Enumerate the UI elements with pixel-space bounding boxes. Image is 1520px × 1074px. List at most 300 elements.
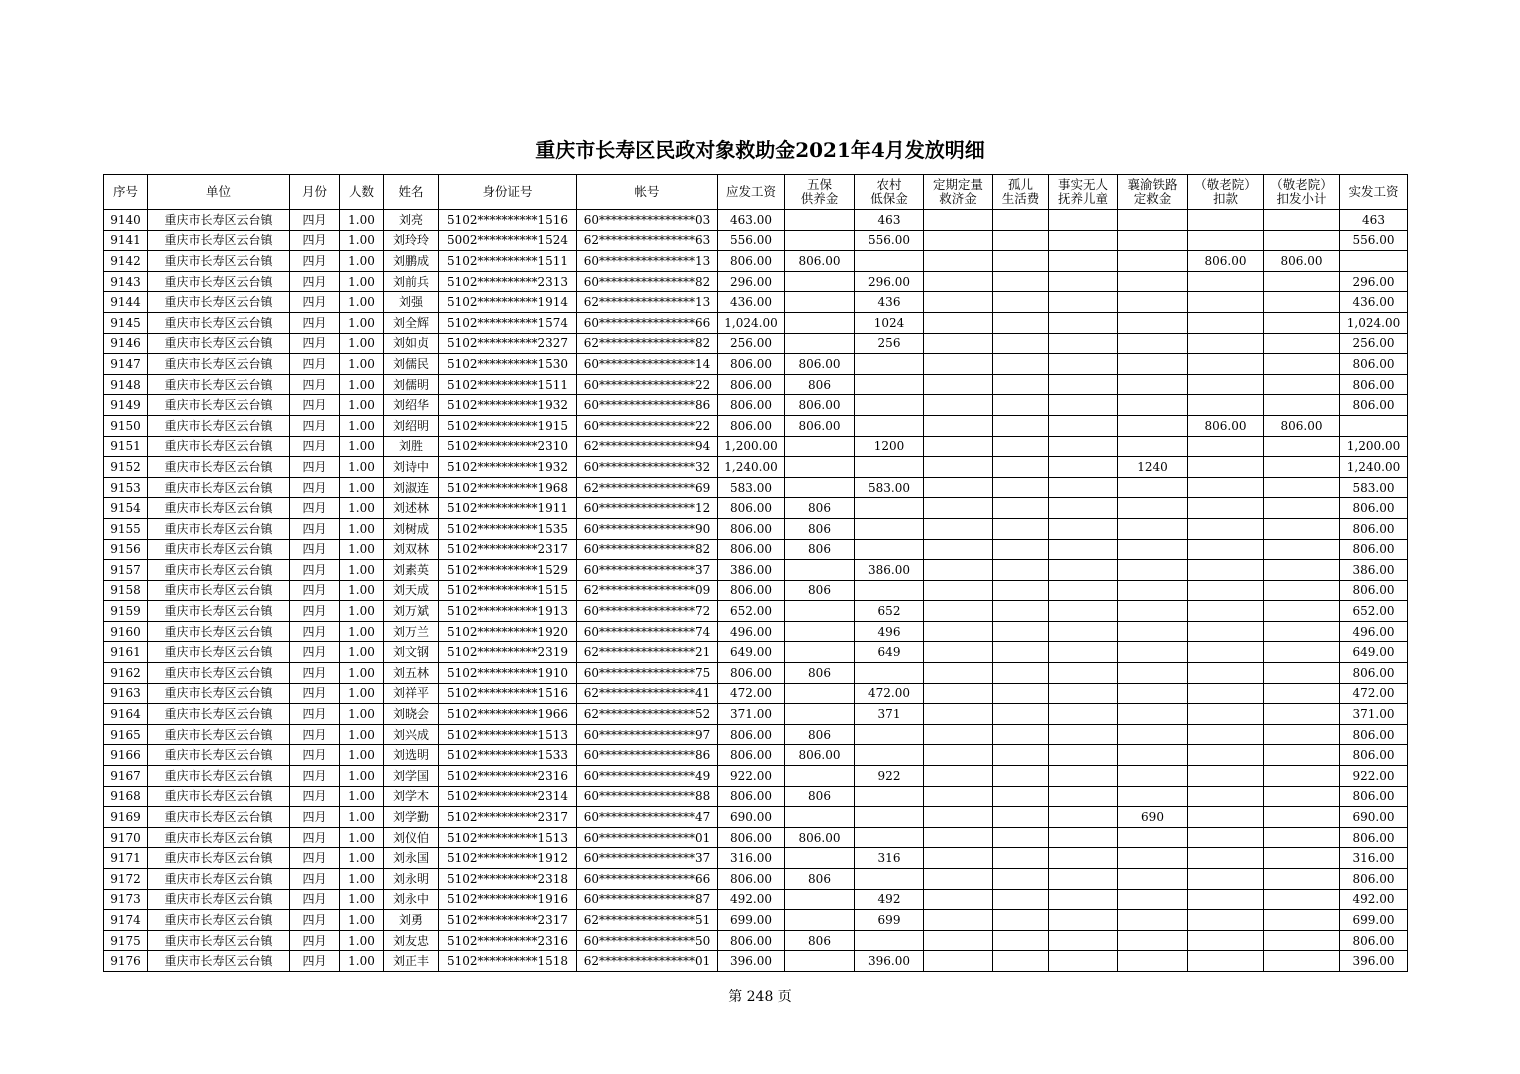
cell-dibao — [855, 930, 924, 951]
cell-unit: 重庆市长寿区云台镇 — [148, 910, 290, 931]
cell-jly-subtotal — [1264, 704, 1340, 725]
cell-account: 60****************22 — [577, 415, 718, 436]
cell-guer — [993, 827, 1049, 848]
cell-account: 60****************88 — [577, 786, 718, 807]
cell-month: 四月 — [290, 683, 340, 704]
cell-payable: 496.00 — [718, 621, 785, 642]
cell-dingqi — [924, 395, 993, 416]
cell-xiangyu — [1118, 354, 1188, 375]
table-row — [104, 415, 1408, 436]
cell-wubao — [785, 457, 855, 478]
cell-name: 刘祥平 — [384, 683, 439, 704]
cell-name: 刘天成 — [384, 580, 439, 601]
cell-dingqi — [924, 539, 993, 560]
cell-shishi — [1049, 498, 1118, 519]
cell-count: 1.00 — [340, 951, 384, 972]
cell-dibao: 386.00 — [855, 560, 924, 581]
cell-unit: 重庆市长寿区云台镇 — [148, 374, 290, 395]
cell-dibao — [855, 395, 924, 416]
cell-name: 刘绍华 — [384, 395, 439, 416]
cell-guer — [993, 312, 1049, 333]
cell-count: 1.00 — [340, 395, 384, 416]
table-row — [104, 807, 1408, 828]
cell-payable: 556.00 — [718, 230, 785, 251]
cell-unit: 重庆市长寿区云台镇 — [148, 354, 290, 375]
cell-actual: 1,024.00 — [1340, 312, 1408, 333]
cell-jly-deduct — [1188, 580, 1264, 601]
cell-actual: 649.00 — [1340, 642, 1408, 663]
cell-actual: 806.00 — [1340, 663, 1408, 684]
cell-payable: 806.00 — [718, 518, 785, 539]
table-row — [104, 580, 1408, 601]
table-row — [104, 395, 1408, 416]
cell-xiangyu: 1240 — [1118, 457, 1188, 478]
cell-month: 四月 — [290, 436, 340, 457]
cell-name: 刘学勤 — [384, 807, 439, 828]
cell-wubao: 806 — [785, 539, 855, 560]
cell-account: 62****************51 — [577, 910, 718, 931]
cell-xiangyu — [1118, 951, 1188, 972]
cell-account: 60****************82 — [577, 539, 718, 560]
cell-jly-subtotal — [1264, 745, 1340, 766]
cell-shishi — [1049, 642, 1118, 663]
cell-shishi — [1049, 663, 1118, 684]
cell-shishi — [1049, 312, 1118, 333]
cell-id-number: 5102**********1516 — [439, 683, 577, 704]
table-row — [104, 210, 1408, 231]
cell-count: 1.00 — [340, 663, 384, 684]
cell-guer — [993, 704, 1049, 725]
cell-guer — [993, 930, 1049, 951]
cell-seq: 9150 — [104, 415, 148, 436]
cell-jly-deduct — [1188, 395, 1264, 416]
cell-jly-subtotal — [1264, 930, 1340, 951]
cell-name: 刘万斌 — [384, 601, 439, 622]
cell-jly-deduct: 806.00 — [1188, 251, 1264, 272]
cell-shishi — [1049, 601, 1118, 622]
cell-guer — [993, 786, 1049, 807]
cell-seq: 9176 — [104, 951, 148, 972]
cell-month: 四月 — [290, 457, 340, 478]
cell-id-number: 5102**********1913 — [439, 601, 577, 622]
cell-jly-subtotal — [1264, 807, 1340, 828]
cell-jly-subtotal — [1264, 951, 1340, 972]
cell-jly-subtotal — [1264, 518, 1340, 539]
table-row — [104, 724, 1408, 745]
cell-account: 60****************74 — [577, 621, 718, 642]
cell-count: 1.00 — [340, 354, 384, 375]
cell-jly-subtotal — [1264, 786, 1340, 807]
cell-month: 四月 — [290, 642, 340, 663]
cell-id-number: 5102**********1513 — [439, 827, 577, 848]
cell-id-number: 5102**********1530 — [439, 354, 577, 375]
cell-payable: 806.00 — [718, 580, 785, 601]
cell-payable: 806.00 — [718, 827, 785, 848]
cell-jly-deduct — [1188, 210, 1264, 231]
cell-guer — [993, 271, 1049, 292]
cell-wubao — [785, 910, 855, 931]
cell-guer — [993, 395, 1049, 416]
cell-jly-subtotal — [1264, 230, 1340, 251]
cell-id-number: 5102**********2317 — [439, 910, 577, 931]
cell-wubao — [785, 560, 855, 581]
cell-unit: 重庆市长寿区云台镇 — [148, 848, 290, 869]
cell-jly-deduct — [1188, 457, 1264, 478]
cell-jly-deduct — [1188, 560, 1264, 581]
column-header-dibao: 农村 低保金 — [855, 175, 924, 210]
cell-shishi — [1049, 745, 1118, 766]
cell-name: 刘万兰 — [384, 621, 439, 642]
cell-id-number: 5102**********1518 — [439, 951, 577, 972]
cell-actual: 556.00 — [1340, 230, 1408, 251]
cell-jly-deduct — [1188, 621, 1264, 642]
cell-id-number: 5102**********1529 — [439, 560, 577, 581]
cell-actual: 806.00 — [1340, 354, 1408, 375]
cell-payable: 806.00 — [718, 415, 785, 436]
cell-dibao: 496 — [855, 621, 924, 642]
cell-id-number: 5102**********1535 — [439, 518, 577, 539]
cell-month: 四月 — [290, 354, 340, 375]
cell-seq: 9146 — [104, 333, 148, 354]
cell-xiangyu — [1118, 642, 1188, 663]
cell-seq: 9143 — [104, 271, 148, 292]
cell-wubao: 806.00 — [785, 354, 855, 375]
cell-shishi — [1049, 910, 1118, 931]
cell-shishi — [1049, 518, 1118, 539]
cell-shishi — [1049, 354, 1118, 375]
cell-dingqi — [924, 663, 993, 684]
cell-wubao — [785, 951, 855, 972]
cell-id-number: 5102**********1911 — [439, 498, 577, 519]
cell-dingqi — [924, 642, 993, 663]
column-header-id-number: 身份证号 — [439, 175, 577, 210]
cell-guer — [993, 745, 1049, 766]
cell-dingqi — [924, 518, 993, 539]
cell-count: 1.00 — [340, 498, 384, 519]
cell-unit: 重庆市长寿区云台镇 — [148, 601, 290, 622]
cell-name: 刘晓会 — [384, 704, 439, 725]
cell-jly-deduct — [1188, 910, 1264, 931]
cell-dibao — [855, 498, 924, 519]
cell-id-number: 5102**********1533 — [439, 745, 577, 766]
cell-seq: 9174 — [104, 910, 148, 931]
cell-jly-deduct — [1188, 869, 1264, 890]
cell-wubao — [785, 601, 855, 622]
cell-wubao — [785, 848, 855, 869]
cell-name: 刘永国 — [384, 848, 439, 869]
cell-name: 刘绍明 — [384, 415, 439, 436]
cell-guer — [993, 642, 1049, 663]
table-row — [104, 827, 1408, 848]
cell-id-number: 5102**********1515 — [439, 580, 577, 601]
cell-jly-deduct — [1188, 292, 1264, 313]
cell-account: 60****************37 — [577, 848, 718, 869]
cell-count: 1.00 — [340, 333, 384, 354]
cell-id-number: 5102**********1912 — [439, 848, 577, 869]
cell-month: 四月 — [290, 415, 340, 436]
cell-account: 60****************50 — [577, 930, 718, 951]
cell-payable: 806.00 — [718, 498, 785, 519]
cell-xiangyu — [1118, 827, 1188, 848]
cell-dingqi — [924, 951, 993, 972]
cell-wubao: 806 — [785, 930, 855, 951]
cell-dibao — [855, 251, 924, 272]
cell-xiangyu — [1118, 395, 1188, 416]
cell-guer — [993, 498, 1049, 519]
table-row — [104, 889, 1408, 910]
cell-xiangyu — [1118, 601, 1188, 622]
cell-unit: 重庆市长寿区云台镇 — [148, 663, 290, 684]
cell-dingqi — [924, 786, 993, 807]
table-row — [104, 518, 1408, 539]
cell-count: 1.00 — [340, 724, 384, 745]
cell-jly-deduct — [1188, 498, 1264, 519]
table-row — [104, 848, 1408, 869]
cell-seq: 9148 — [104, 374, 148, 395]
cell-dingqi — [924, 251, 993, 272]
cell-name: 刘正丰 — [384, 951, 439, 972]
cell-id-number: 5102**********1932 — [439, 457, 577, 478]
cell-jly-subtotal — [1264, 766, 1340, 787]
cell-seq: 9145 — [104, 312, 148, 333]
cell-jly-deduct: 806.00 — [1188, 415, 1264, 436]
cell-xiangyu — [1118, 580, 1188, 601]
cell-seq: 9169 — [104, 807, 148, 828]
cell-guer — [993, 333, 1049, 354]
cell-dingqi — [924, 848, 993, 869]
cell-payable: 806.00 — [718, 724, 785, 745]
cell-dibao: 396.00 — [855, 951, 924, 972]
cell-payable: 386.00 — [718, 560, 785, 581]
cell-account: 60****************01 — [577, 827, 718, 848]
cell-wubao — [785, 766, 855, 787]
cell-guer — [993, 724, 1049, 745]
cell-wubao — [785, 333, 855, 354]
cell-count: 1.00 — [340, 518, 384, 539]
cell-dibao — [855, 539, 924, 560]
cell-dingqi — [924, 869, 993, 890]
cell-jly-deduct — [1188, 704, 1264, 725]
cell-guer — [993, 766, 1049, 787]
cell-account: 60****************90 — [577, 518, 718, 539]
cell-payable: 922.00 — [718, 766, 785, 787]
cell-jly-subtotal — [1264, 374, 1340, 395]
cell-account: 62****************01 — [577, 951, 718, 972]
table-row — [104, 745, 1408, 766]
cell-wubao — [785, 230, 855, 251]
cell-actual: 396.00 — [1340, 951, 1408, 972]
cell-shishi — [1049, 292, 1118, 313]
cell-shishi — [1049, 848, 1118, 869]
cell-name: 刘诗中 — [384, 457, 439, 478]
cell-actual: 690.00 — [1340, 807, 1408, 828]
cell-month: 四月 — [290, 230, 340, 251]
cell-unit: 重庆市长寿区云台镇 — [148, 210, 290, 231]
cell-shishi — [1049, 580, 1118, 601]
cell-actual: 922.00 — [1340, 766, 1408, 787]
cell-month: 四月 — [290, 374, 340, 395]
cell-account: 62****************69 — [577, 477, 718, 498]
cell-actual — [1340, 415, 1408, 436]
cell-payable: 806.00 — [718, 745, 785, 766]
cell-month: 四月 — [290, 518, 340, 539]
cell-jly-subtotal — [1264, 292, 1340, 313]
cell-seq: 9156 — [104, 539, 148, 560]
cell-seq: 9140 — [104, 210, 148, 231]
table-row — [104, 621, 1408, 642]
cell-unit: 重庆市长寿区云台镇 — [148, 560, 290, 581]
cell-month: 四月 — [290, 539, 340, 560]
cell-wubao — [785, 436, 855, 457]
column-header-payable: 应发工资 — [718, 175, 785, 210]
cell-dibao: 1200 — [855, 436, 924, 457]
cell-unit: 重庆市长寿区云台镇 — [148, 518, 290, 539]
cell-jly-subtotal — [1264, 498, 1340, 519]
cell-account: 62****************82 — [577, 333, 718, 354]
cell-unit: 重庆市长寿区云台镇 — [148, 395, 290, 416]
cell-count: 1.00 — [340, 869, 384, 890]
cell-shishi — [1049, 395, 1118, 416]
cell-xiangyu — [1118, 683, 1188, 704]
cell-id-number: 5102**********1511 — [439, 374, 577, 395]
cell-count: 1.00 — [340, 683, 384, 704]
cell-dibao — [855, 354, 924, 375]
cell-dingqi — [924, 312, 993, 333]
cell-jly-subtotal — [1264, 848, 1340, 869]
cell-payable: 296.00 — [718, 271, 785, 292]
cell-month: 四月 — [290, 930, 340, 951]
cell-shishi — [1049, 457, 1118, 478]
cell-dibao: 436 — [855, 292, 924, 313]
cell-count: 1.00 — [340, 374, 384, 395]
cell-account: 62****************09 — [577, 580, 718, 601]
cell-actual: 806.00 — [1340, 539, 1408, 560]
cell-wubao: 806.00 — [785, 251, 855, 272]
table-row — [104, 560, 1408, 581]
cell-account: 60****************14 — [577, 354, 718, 375]
cell-jly-deduct — [1188, 518, 1264, 539]
cell-dibao — [855, 807, 924, 828]
cell-count: 1.00 — [340, 415, 384, 436]
cell-actual: 806.00 — [1340, 869, 1408, 890]
cell-count: 1.00 — [340, 827, 384, 848]
cell-id-number: 5102**********1914 — [439, 292, 577, 313]
cell-id-number: 5102**********2310 — [439, 436, 577, 457]
cell-dingqi — [924, 827, 993, 848]
cell-account: 60****************86 — [577, 745, 718, 766]
cell-jly-subtotal — [1264, 354, 1340, 375]
cell-dingqi — [924, 930, 993, 951]
cell-id-number: 5102**********2317 — [439, 807, 577, 828]
cell-jly-subtotal — [1264, 663, 1340, 684]
cell-shishi — [1049, 683, 1118, 704]
cell-shishi — [1049, 724, 1118, 745]
cell-seq: 9141 — [104, 230, 148, 251]
cell-dingqi — [924, 292, 993, 313]
cell-dibao — [855, 724, 924, 745]
cell-dingqi — [924, 374, 993, 395]
cell-unit: 重庆市长寿区云台镇 — [148, 415, 290, 436]
cell-id-number: 5102**********2319 — [439, 642, 577, 663]
cell-xiangyu — [1118, 786, 1188, 807]
cell-seq: 9167 — [104, 766, 148, 787]
cell-wubao: 806 — [785, 374, 855, 395]
cell-xiangyu — [1118, 560, 1188, 581]
cell-id-number: 5102**********1968 — [439, 477, 577, 498]
cell-unit: 重庆市长寿区云台镇 — [148, 230, 290, 251]
column-header-xiangyu: 襄渝铁路 定救金 — [1118, 175, 1188, 210]
cell-account: 60****************97 — [577, 724, 718, 745]
cell-name: 刘述林 — [384, 498, 439, 519]
cell-actual: 806.00 — [1340, 827, 1408, 848]
column-header-seq: 序号 — [104, 175, 148, 210]
cell-dingqi — [924, 807, 993, 828]
cell-count: 1.00 — [340, 312, 384, 333]
cell-count: 1.00 — [340, 786, 384, 807]
cell-actual — [1340, 251, 1408, 272]
cell-dingqi — [924, 889, 993, 910]
cell-name: 刘鹏成 — [384, 251, 439, 272]
cell-jly-deduct — [1188, 477, 1264, 498]
cell-count: 1.00 — [340, 230, 384, 251]
cell-xiangyu — [1118, 889, 1188, 910]
cell-name: 刘学国 — [384, 766, 439, 787]
cell-name: 刘勇 — [384, 910, 439, 931]
cell-unit: 重庆市长寿区云台镇 — [148, 807, 290, 828]
table-row — [104, 374, 1408, 395]
table-row — [104, 477, 1408, 498]
cell-guer — [993, 457, 1049, 478]
cell-seq: 9158 — [104, 580, 148, 601]
cell-unit: 重庆市长寿区云台镇 — [148, 704, 290, 725]
cell-shishi — [1049, 271, 1118, 292]
cell-dingqi — [924, 210, 993, 231]
cell-month: 四月 — [290, 312, 340, 333]
cell-payable: 492.00 — [718, 889, 785, 910]
cell-dingqi — [924, 724, 993, 745]
cell-shishi — [1049, 951, 1118, 972]
cell-actual: 296.00 — [1340, 271, 1408, 292]
cell-seq: 9171 — [104, 848, 148, 869]
table-row — [104, 601, 1408, 622]
cell-xiangyu — [1118, 539, 1188, 560]
cell-actual: 806.00 — [1340, 724, 1408, 745]
cell-seq: 9142 — [104, 251, 148, 272]
cell-count: 1.00 — [340, 621, 384, 642]
cell-unit: 重庆市长寿区云台镇 — [148, 683, 290, 704]
cell-id-number: 5102**********1916 — [439, 889, 577, 910]
cell-xiangyu — [1118, 869, 1188, 890]
cell-guer — [993, 580, 1049, 601]
cell-shishi — [1049, 415, 1118, 436]
cell-xiangyu — [1118, 271, 1188, 292]
cell-payable: 806.00 — [718, 869, 785, 890]
cell-wubao: 806 — [785, 518, 855, 539]
table-row — [104, 312, 1408, 333]
cell-name: 刘仪伯 — [384, 827, 439, 848]
cell-count: 1.00 — [340, 292, 384, 313]
cell-count: 1.00 — [340, 210, 384, 231]
cell-dingqi — [924, 601, 993, 622]
table-row — [104, 910, 1408, 931]
cell-dingqi — [924, 230, 993, 251]
cell-account: 60****************82 — [577, 271, 718, 292]
cell-jly-subtotal — [1264, 333, 1340, 354]
cell-count: 1.00 — [340, 848, 384, 869]
cell-xiangyu — [1118, 292, 1188, 313]
cell-actual: 492.00 — [1340, 889, 1408, 910]
cell-unit: 重庆市长寿区云台镇 — [148, 457, 290, 478]
